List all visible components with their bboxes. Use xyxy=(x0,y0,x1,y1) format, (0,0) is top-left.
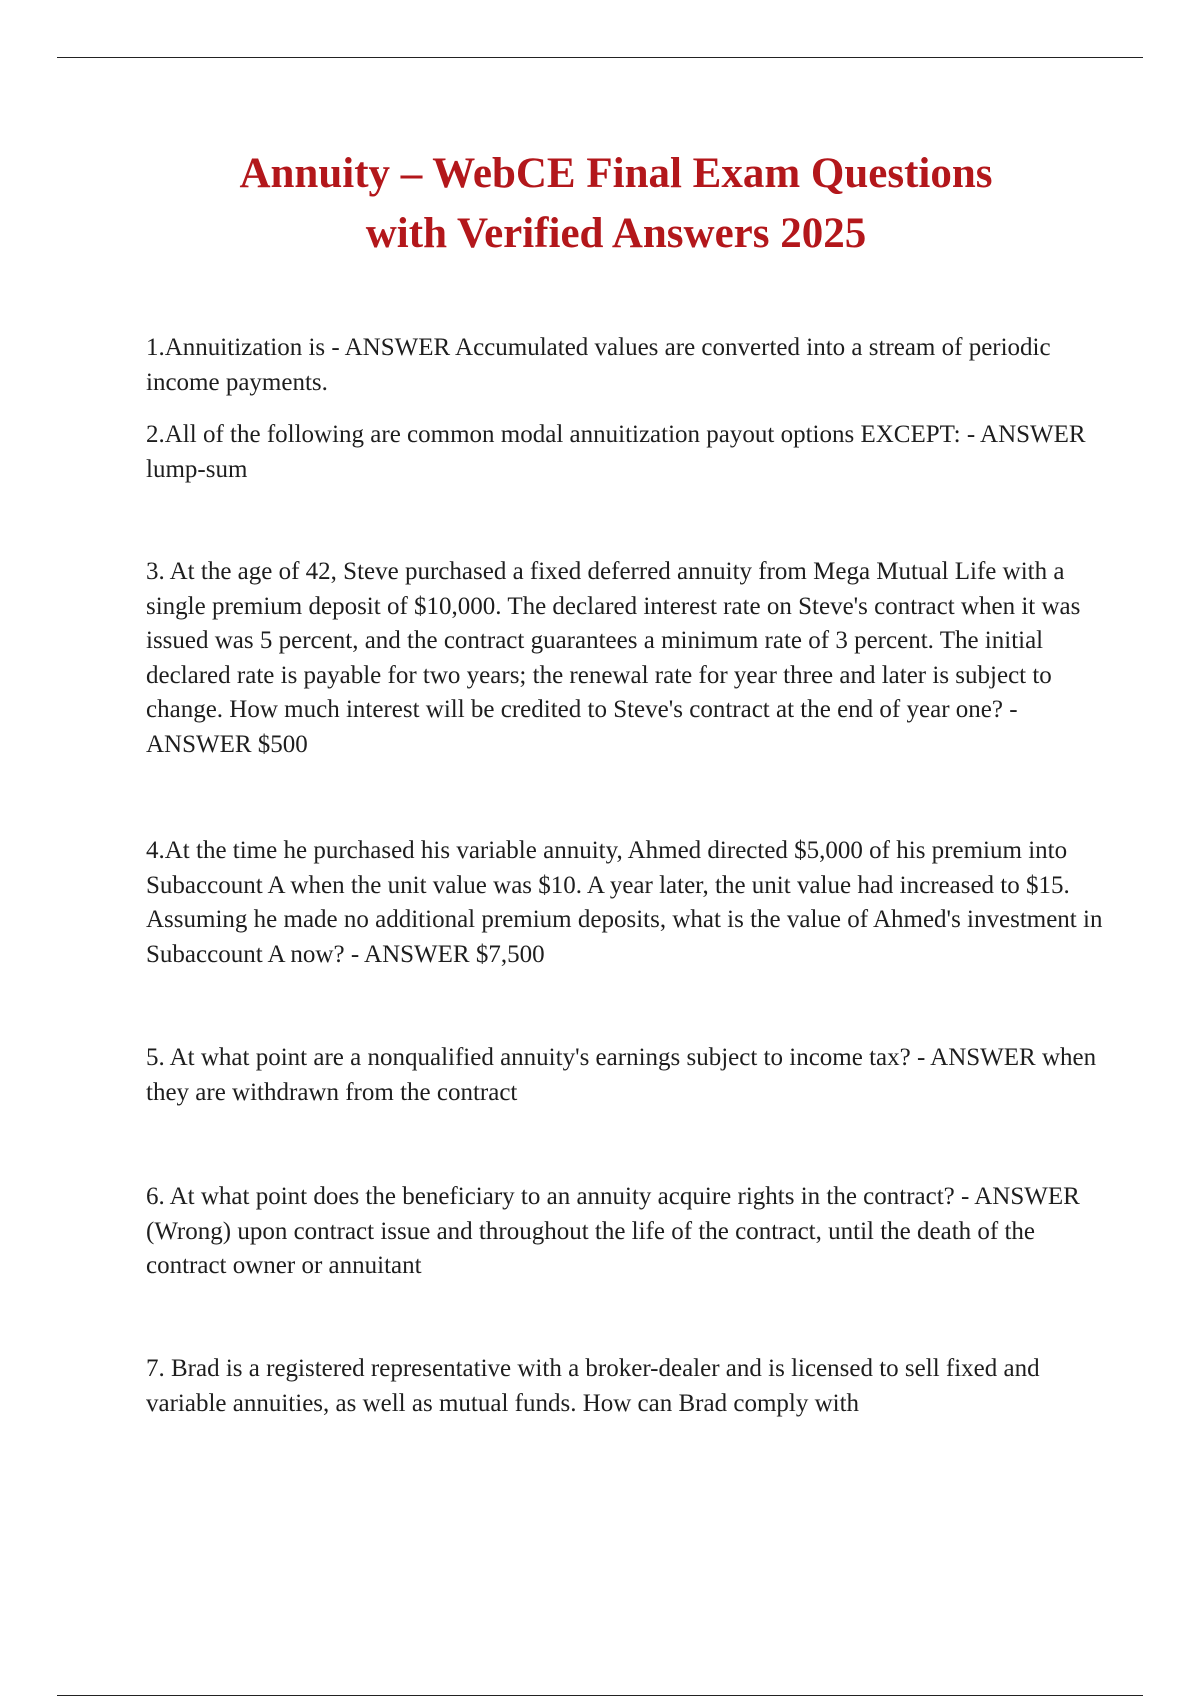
question-4: 4.At the time he purchased his variable annuity, Ahmed directed $5,000 of his premium into Subaccount A when the unit value was $10. A year later, the unit value had increased to $15. Assuming he made no additional premium deposits, what is the value of Ahmed's investment in Subaccount A now? - ANSWER $7,500 xyxy=(146,837,1103,968)
question-2: 2.All of the following are common modal annuitization payout options EXCEPT: - ANSWER lump-sum xyxy=(146,421,1086,483)
question-1: 1.Annuitization is - ANSWER Accumulated values are converted into a stream of periodic income payments. xyxy=(146,334,1051,396)
question-6: 6. At what point does the beneficiary to an annuity acquire rights in the contract? - ANSWER (Wrong) upon contract issue and throughout the life of the contract, until the death of the contract owner or annuitant xyxy=(146,1183,1080,1279)
title-line-2: with Verified Answers 2025 xyxy=(365,210,867,257)
question-3: 3. At the age of 42, Steve purchased a fixed deferred annuity from Mega Mutual Life with a single premium deposit of $10,000. The declared interest rate on Steve's contract when it was issued was 5 percent, and the contract guarantees a minimum rate of 3 percent. The initial declared rate is payable for two years; the renewal rate for year three and later is subject to change. How much interest will be credited to Steve's contract at the end of year one? - ANSWER $500 xyxy=(146,558,1081,758)
bottom-rule xyxy=(57,1695,1143,1696)
question-5: 5. At what point are a nonqualified annuity's earnings subject to income tax? - ANSWER when they are withdrawn from the contract xyxy=(146,1044,1097,1106)
top-rule xyxy=(57,57,1143,58)
question-7: 7. Brad is a registered representative with a broker-dealer and is licensed to sell fixed and variable annuities, as well as mutual funds. How can Brad comply with xyxy=(146,1355,1040,1417)
document-title xyxy=(110,144,1122,264)
title-line-1: Annuity – WebCE Final Exam Questions xyxy=(239,150,993,197)
